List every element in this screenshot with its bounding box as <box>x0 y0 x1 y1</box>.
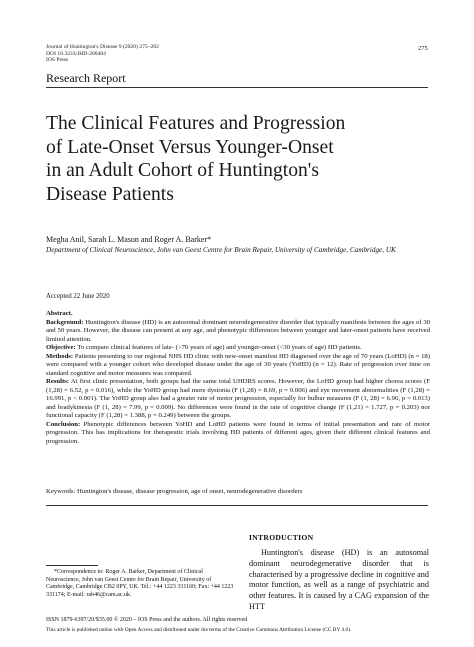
section-label: Research Report <box>46 71 126 85</box>
page-number: 275 <box>418 45 428 52</box>
objective-text: To compare clinical features of late- (>70 years of age) and younger-onset (<30 years of age) HD patients. <box>77 344 362 351</box>
journal-line-3: IOS Press <box>46 57 69 64</box>
introduction-text: Huntington's disease (HD) is an autosomal dominant neurodegenerative disorder that is characterised by a progressive decline in cognitive and motor function, as well as a range of psychiatric and other features. It is caused by a CAG expansion of the HTT <box>249 548 429 611</box>
title-line-1: The Clinical Features and Progression <box>46 113 346 134</box>
author-list: Megha Anil, Sarah L. Mason and Roger A. Barker* <box>46 235 212 244</box>
methods-text: Patients presenting to our regional NHS HD clinic with new-onset manifest HD diagnosed over the age of 70 years (LoHD) (n = 18) were compared with a younger cohort who developed disease under the age of 30 years (YoHD) (n = 12). Rate of progression over time on standard cognitive and motor measures was compared. <box>46 352 430 377</box>
abstract-methods <box>46 353 430 379</box>
journal-line-2: DOI 10.3233/JHD-200404 <box>46 50 106 57</box>
paper-title <box>46 112 436 206</box>
introduction-heading: INTRODUCTION <box>249 533 314 542</box>
background-text: Huntington's disease (HD) is an autosomal dominant neurodegenerative disorder that typically manifests between the ages of 30 and 50 years. However, the disease can present at any age, and phenotypic differences between younger and later-onset patients have received limited attention. <box>46 318 431 343</box>
results-label: Results: <box>46 378 70 385</box>
footnote-rule <box>46 565 98 566</box>
conclusion-text: Phenotypic differences between YoHD and LoHD patients were found in terms of initial presentation and rate of motor progression. This has implications for therapeutic trials involving HD patients of different ages, given their different clinical features and progression. <box>46 420 431 445</box>
title-line-4: Disease Patients <box>46 183 174 205</box>
abstract-rule <box>46 505 428 506</box>
accepted-date: Accepted 22 June 2020 <box>46 293 110 300</box>
issn-line: ISSN 1879-6397/20/$35.00 © 2020 – IOS Press and the authors. All rights reserved <box>46 617 248 623</box>
journal-citation <box>46 44 159 64</box>
correspondence-footnote: *Correspondence to: Roger A. Barker, Department of Clinical Neuroscience, John van Geest Centre for Brain Repair, University of Cambridge, Cambridge CB2 0PY, UK. Tel.: +44 1223 331160; Fax: +44 1223 331174; E-mail: rab46@cam.ac.uk. <box>46 569 234 598</box>
abstract <box>46 310 430 446</box>
abstract-results <box>46 378 430 421</box>
affiliation: Department of Clinical Neuroscience, John van Geest Centre for Brain Repair, University of Cambridge, Cambridge, UK <box>46 246 396 254</box>
header-rule <box>46 87 428 88</box>
title-line-2: of Late-Onset Versus Younger-Onset <box>46 136 334 158</box>
abstract-heading: Abstract. <box>46 310 73 317</box>
background-label: Background: <box>46 318 84 326</box>
keywords: Keywords: Huntington's disease, disease progression, age of onset, neurodegenerative disorders <box>46 488 303 495</box>
abstract-background <box>46 319 430 345</box>
abstract-conclusion <box>46 421 430 447</box>
conclusion-label: Conclusion: <box>46 420 81 428</box>
results-text: At first clinic presentation, both groups had the same total UHDRS scores. However, the LoHD group had higher chorea scores (F (1,28) = 6.52, p = 0.016), while the YoHD group had more dystonia (F (1,28) = 8.69, p = 0.006) and eye movement abnormalities (F (1,28) = 16.991, p < 0.001). The YoHD group also had a greater rate of motor progression, especially for bulbar measures (F (1, 28) = 6.96, p = 0.013) and bradykinesia (F (1, 28) = 7.99, p = 0.009). No differences were found in the rate of cognitive change (F (1,21) = 1.727, p = 0.203) nor functional capacity (F (1,28) = 1.388, p = 0.249) between the groups. <box>46 378 430 419</box>
methods-label: Methods: <box>46 352 74 360</box>
objective-label: Objective: <box>46 344 76 351</box>
journal-line-1: Journal of Huntington's Disease 9 (2020) 275–282 <box>46 44 159 50</box>
title-line-3: in an Adult Cohort of Huntington's <box>46 160 319 181</box>
license-line: This article is published online with Open Access and distributed under the terms of the Creative Commons Attribution License (CC BY 4.0). <box>46 627 352 633</box>
abstract-objective <box>46 344 430 353</box>
